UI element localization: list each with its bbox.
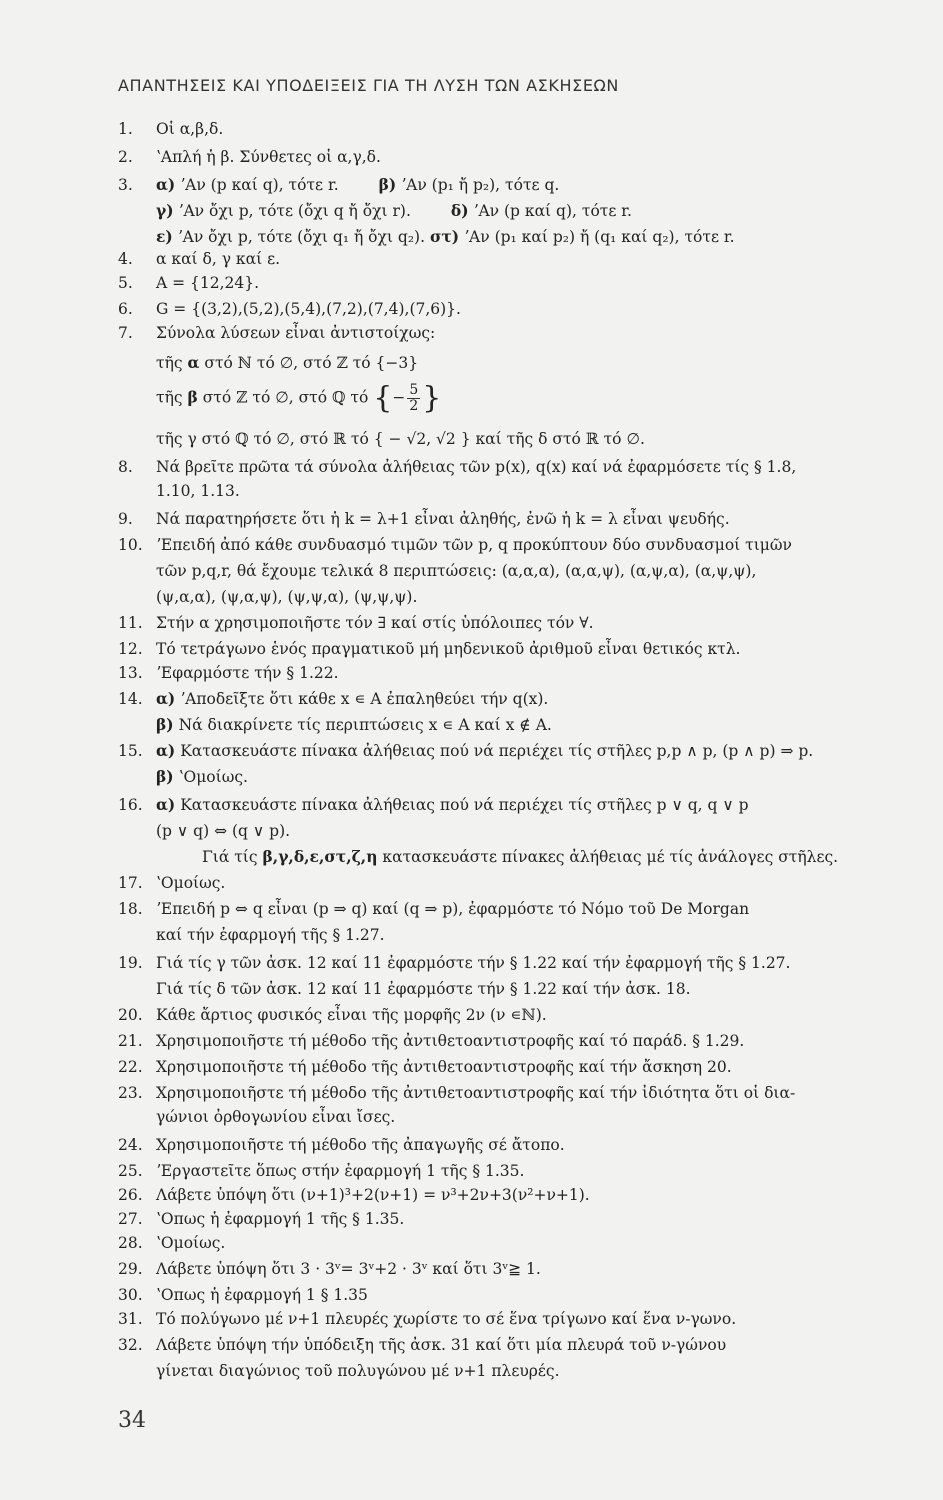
answer-23: 23. Χρησιμοποιῆστε τή μέθοδο τῆς ἀντιθετοαντιστροφῆς καί τήν ἰδιότητα ὅτι οἱ δια-	[118, 1084, 796, 1102]
answer-28: 28. ʽΟμοίως.	[118, 1234, 226, 1252]
page-number: 34	[118, 1408, 146, 1433]
answer-31: 31. Τό πολύγωνο μέ ν+1 πλευρές χωρίστε το σέ ἕνα τρίγωνο καί ἕνα ν-γωνο.	[118, 1310, 737, 1328]
answer-24: 24. Χρησιμοποιῆστε τή μέθοδο τῆς ἀπαγωγῆς σέ ἄτοπο.	[118, 1136, 565, 1154]
page-heading: ΑΠΑΝΤΗΣΕΙΣ ΚΑΙ ΥΠΟΔΕΙΞΕΙΣ ΓΙΑ ΤΗ ΛΥΣΗ ΤΩΝ ΑΣΚΗΣΕΩΝ	[118, 76, 619, 95]
answer-15: 15. α) Κατασκευάστε πίνακα ἀλήθειας πού νά περιέχει τίς στῆλες p,p ∧ p, (p ∧ p) ⇒ p.	[118, 741, 814, 760]
answer-7-gamma: τῆς γ στό ℚ τό ∅, στό ℝ τό { − √2, √2 } καί τῆς δ στό ℝ τό ∅.	[156, 430, 645, 448]
answer-30: 30. ʽΟπως ἡ ἐφαρμογή 1 § 1.35	[118, 1286, 368, 1304]
answer-16-rest: Γιά τίς β,γ,δ,ε,στ,ζ,η κατασκευάστε πίνακες ἀλήθειας μέ τίς ἀνάλογες στῆλες.	[202, 847, 839, 866]
answer-8: 8. Νά βρεῖτε πρῶτα τά σύνολα ἀλήθειας τῶν p(x), q(x) καί νά ἐφαρμόσετε τίς § 1.8,	[118, 458, 797, 476]
answer-11: 11. Στήν α χρησιμοποιῆστε τόν ∃ καί στίς ὑπόλοιπες τόν ∀.	[118, 614, 594, 632]
answer-27: 27. ʽΟπως ἡ ἐφαρμογή 1 τῆς § 1.35.	[118, 1210, 405, 1228]
answer-10: 10. ʼΕπειδή ἀπό κάθε συνδυασμό τιμῶν τῶν p, q προκύπτουν δύο συνδυασμοί τιμῶν	[118, 536, 792, 554]
answer-13: 13. ʼΕφαρμόστε τήν § 1.22.	[118, 664, 339, 682]
answer-12: 12. Τό τετράγωνο ἑνός πραγματικοῦ μή μηδενικοῦ ἀριθμοῦ εἶναι θετικός κτλ.	[118, 640, 741, 658]
answer-19: 19. Γιά τίς γ τῶν ἀσκ. 12 καί 11 ἐφαρμόστε τήν § 1.22 καί τήν ἐφαρμογή τῆς § 1.27.	[118, 954, 791, 972]
answer-23-cont: γώνιοι ὀρθογωνίου εἶναι ἴσες.	[156, 1108, 396, 1126]
answer-16-cont: (p ∨ q) ⇔ (q ∨ p).	[156, 822, 291, 840]
answer-9: 9. Νά παρατηρήσετε ὅτι ἡ k = λ+1 εἶναι ἀληθής, ἐνῶ ἡ k = λ εἶναι ψευδής.	[118, 510, 730, 528]
answer-3-cont2: ε) ʼΑν ὄχι p, τότε (ὄχι q₁ ἤ ὄχι q₂). στ) ʼΑν (p₁ καί p₂) ἤ (q₁ καί q₂), τότε r.	[156, 227, 735, 246]
answer-18: 18. ʼΕπειδή p ⇔ q εἶναι (p ⇒ q) καί (q ⇒ p), ἐφαρμόστε τό Νόμο τοῦ De Morgan	[118, 900, 750, 918]
answer-14: 14. α) ʼΑποδεῖξτε ὅτι κάθε x ∊ A ἐπαληθεύει τήν q(x).	[118, 689, 549, 708]
answer-19-cont: Γιά τίς δ τῶν ἀσκ. 12 καί 11 ἐφαρμόστε τήν § 1.22 καί τήν ἀσκ. 18.	[156, 980, 691, 998]
answer-7: 7. Σύνολα λύσεων εἶναι ἀντιστοίχως:	[118, 324, 436, 342]
answer-32: 32. Λάβετε ὑπόψη τήν ὑπόδειξη τῆς ἀσκ. 31 καί ὅτι μία πλευρά τοῦ ν-γώνου	[118, 1336, 727, 1354]
answer-26: 26. Λάβετε ὑπόψη ὅτι (ν+1)³+2(ν+1) = ν³+2ν+3(ν²+ν+1).	[118, 1186, 590, 1204]
answer-21: 21. Χρησιμοποιῆστε τή μέθοδο τῆς ἀντιθετοαντιστροφῆς καί τό παράδ. § 1.29.	[118, 1032, 745, 1050]
answer-10-cont: τῶν p,q,r, θά ἔχουμε τελικά 8 περιπτώσεις: (α,α,α), (α,α,ψ), (α,ψ,α), (α,ψ,ψ),	[156, 562, 757, 580]
answer-18-cont: καί τήν ἐφαρμογή τῆς § 1.27.	[156, 926, 385, 944]
answer-4: 4. α καί δ, γ καί ε.	[118, 250, 281, 268]
answer-32-cont: γίνεται διαγώνιος τοῦ πολυγώνου μέ ν+1 πλευρές.	[156, 1362, 560, 1380]
answer-16: 16. α) Κατασκευάστε πίνακα ἀλήθειας πού νά περιέχει τίς στῆλες p ∨ q, q ∨ p	[118, 795, 749, 814]
answer-1: 1. Οἱ α,β,δ.	[118, 120, 224, 138]
fraction-five-halves: $\frac{5}{2}$	[409, 382, 419, 414]
answer-10-cont2: (ψ,α,α), (ψ,α,ψ), (ψ,ψ,α), (ψ,ψ,ψ).	[156, 588, 418, 606]
answer-7-beta: τῆς β στό ℤ τό ∅, στό ℚ τό {− $\frac{5}{2}$ }	[156, 380, 442, 416]
answer-2: 2. ʽΑπλή ἡ β. Σύνθετες οἱ α,γ,δ.	[118, 148, 381, 166]
answer-6: 6. G = {(3,2),(5,2),(5,4),(7,2),(7,4),(7,6)}.	[118, 300, 461, 318]
answer-8-cont: 1.10, 1.13.	[156, 482, 240, 500]
answer-25: 25. ʼΕργαστεῖτε ὅπως στήν ἐφαρμογή 1 τῆς § 1.35.	[118, 1162, 525, 1180]
answer-3-cont: γ) ʼΑν ὄχι p, τότε (ὄχι q ἤ ὄχι r). δ) ʼΑν (p καί q), τότε r.	[156, 201, 632, 220]
answer-20: 20. Κάθε ἄρτιος φυσικός εἶναι τῆς μορφῆς 2ν (ν ∊ℕ).	[118, 1006, 547, 1024]
answer-14-beta: β) Νά διακρίνετε τίς περιπτώσεις x ∊ A καί x ∉ A.	[156, 715, 552, 734]
answer-15-beta: β) ʽΟμοίως.	[156, 767, 248, 786]
answer-29: 29. Λάβετε ὑπόψη ὅτι 3 · 3ᵛ= 3ᵛ+2 · 3ᵛ καί ὅτι 3ᵛ≧ 1.	[118, 1260, 541, 1278]
answer-22: 22. Χρησιμοποιῆστε τή μέθοδο τῆς ἀντιθετοαντιστροφῆς καί τήν ἄσκηση 20.	[118, 1058, 732, 1076]
answer-7-alpha: τῆς α στό ℕ τό ∅, στό ℤ τό {−3}	[156, 353, 419, 372]
answer-3: 3. α) ʼΑν (p καί q), τότε r. β) ʼΑν (p₁ ἤ p₂), τότε q.	[118, 175, 560, 194]
answer-17: 17. ʽΟμοίως.	[118, 874, 226, 892]
answer-5: 5. A = {12,24}.	[118, 274, 260, 292]
